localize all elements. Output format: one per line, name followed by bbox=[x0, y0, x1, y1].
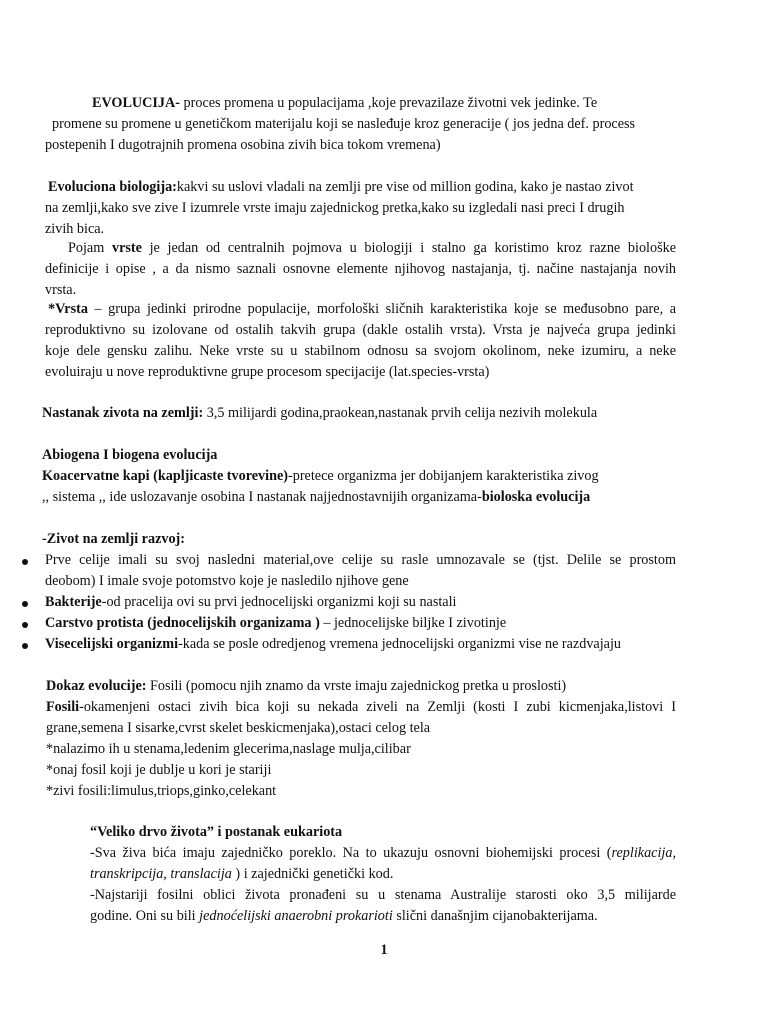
vrsta-line-3: koje dele gensku zalihu. Neke vrste su u stabilnom odnosu sa svojom okolinom, neke izumiru, a neke bbox=[45, 343, 676, 359]
bio-line-1: Evoluciona biologija:kakvi su uslovi vladali na zemlji pre vise od million godina, kako je nastao zivot bbox=[48, 179, 634, 195]
vrsta-line-4: evoluiraju u nove reproduktivne grupe procesom specijacije (lat.species-vrsta) bbox=[45, 364, 490, 380]
drvo-line-3: -Najstariji fosilni oblici života pronađeni su u stenama Australije starosti oko 3,5 milijarde bbox=[90, 887, 676, 903]
dokaz-line-5: *onaj fosil koji je dublje u kori je stariji bbox=[46, 762, 272, 778]
pojam-line-2: definicije i opise , a da nismo saznali osnovne elemente njihovog nastajanja, tj. načine nastajanja novih bbox=[45, 261, 676, 277]
term-fosili: Fosili bbox=[46, 699, 80, 715]
intro-line-2: promene su promene u genetičkom materijalu koji se nasleđuje kroz generacije ( jos jedna def. process bbox=[52, 116, 636, 132]
pojam-line-3: vrsta. bbox=[45, 282, 77, 298]
intro-line-3: postepenih I dugotrajnih promena osobina zivih bica tokom vremena) bbox=[45, 137, 441, 153]
term-carstvo-protista: Carstvo protista (jednocelijskih organizama ) bbox=[45, 615, 320, 631]
intro-line-1: EVOLUCIJA- proces promena u populacijama ,koje prevazilaze životni vek jedinke. Te bbox=[92, 95, 598, 111]
razvoj-heading: -Zivot na zemlji razvoj: bbox=[42, 531, 186, 547]
vrsta-line-2: reproduktivno su izolovane od ostalih takvih grupa (dakle ostalih vrsta). Vrsta je najveća grupa jedinki bbox=[45, 322, 676, 338]
razvoj-bullet-4: Visecelijski organizmi-kada se posle odredjenog vremena jednocelijski organizmi vise ne razdvajaju bbox=[45, 636, 621, 652]
term-nastanak-zivota: Nastanak zivota na zemlji: bbox=[42, 405, 204, 421]
bullet-icon bbox=[22, 559, 28, 565]
term-evoluciona-biologija: Evoluciona biologija: bbox=[48, 179, 177, 195]
bullet-icon bbox=[22, 601, 28, 607]
dokaz-line-3: grane,semena I sisarke,cvrst skelet beskicmenjaka),ostaci celog tela bbox=[46, 720, 431, 736]
page-number: 1 bbox=[380, 942, 388, 958]
razvoj-bullet-1-line-1: Prve celije imali su svoj nasledni material,ove celije su rasle umnozavale se (tjst. Delile se prostom bbox=[45, 552, 676, 568]
bio-line-2: na zemlji,kako sve zive I izumrele vrste imaju zajednickog pretka,kako su izgledali nasi preci I drugih bbox=[45, 200, 625, 216]
term-visecelijski-organizmi: Visecelijski organizmi bbox=[45, 636, 179, 652]
bio-line-3: zivih bica. bbox=[45, 221, 105, 237]
razvoj-bullet-3: Carstvo protista (jednocelijskih organizama ) – jednocelijske biljke I zivotinje bbox=[45, 615, 507, 631]
abiogena-heading: Abiogena I biogena evolucija bbox=[42, 447, 218, 463]
abiogena-line-1: Koacervatne kapi (kapljicaste tvorevine)-pretece organizma jer dobijanjem karakteristika zivog bbox=[42, 468, 599, 484]
dokaz-line-6: *zivi fosili:limulus,triops,ginko,celekant bbox=[46, 783, 277, 799]
term-bakterije: Bakterije bbox=[45, 594, 102, 610]
term-dokaz-evolucije: Dokaz evolucije: bbox=[46, 678, 147, 694]
term-koacervatne-kapi: Koacervatne kapi (kapljicaste tvorevine) bbox=[42, 468, 289, 484]
razvoj-bullet-2: Bakterije-od pracelija ovi su prvi jednocelijski organizmi koji su nastali bbox=[45, 594, 457, 610]
abiogena-line-2: ,, sistema ,, ide uslozavanje osobina I nastanak najjednostavnijih organizama-bioloska evolucija bbox=[42, 489, 591, 505]
drvo-line-4: godine. Oni su bili jednoćelijski anaerobni prokarioti slični današnjim cijanobakterijama. bbox=[90, 908, 598, 924]
term-vrsta: *Vrsta bbox=[48, 301, 88, 317]
dokaz-line-2: Fosili-okamenjeni ostaci zivih bica koji su nekada ziveli na Zemlji (kosti I zubi kicmenjaka,listovi I bbox=[46, 699, 676, 715]
dokaz-line-4: *nalazimo ih u stenama,ledenim glecerima,naslage mulja,cilibar bbox=[46, 741, 411, 757]
nastanak-line: Nastanak zivota na zemlji: 3,5 milijardi godina,praokean,nastanak prvih celija nezivih molekula bbox=[42, 405, 598, 421]
drvo-line-2: transkripcija, translacija ) i zajednički genetički kod. bbox=[90, 866, 394, 882]
pojam-line-1: Pojam vrste je jedan od centralnih pojmova u biologiji i stalno ga koristimo kroz razne biološke bbox=[68, 240, 676, 256]
drvo-heading: “Veliko drvo života” i postanak eukariota bbox=[90, 824, 343, 840]
term-bioloska-evolucija: bioloska evolucija bbox=[481, 489, 591, 505]
dokaz-line-1: Dokaz evolucije: Fosili (pomocu njih znamo da vrste imaju zajednickog pretka u proslosti) bbox=[46, 678, 567, 694]
term-evolucija: EVOLUCIJA- bbox=[92, 95, 180, 111]
vrsta-line-1: *Vrsta – grupa jedinki prirodne populacije, morfološki sličnih karakteristika koje se međusobno pare, a bbox=[48, 301, 676, 317]
razvoj-bullet-1-line-2: deobom) I imale svoje potomstvo koje je nasledilo njihove gene bbox=[45, 573, 409, 589]
term-vrste: vrste bbox=[111, 240, 142, 256]
bullet-icon bbox=[22, 643, 28, 649]
bullet-icon bbox=[22, 622, 28, 628]
drvo-line-1: -Sva živa bića imaju zajedničko poreklo. Na to ukazuju osnovni biohemijski procesi (replikacija, bbox=[90, 845, 676, 861]
